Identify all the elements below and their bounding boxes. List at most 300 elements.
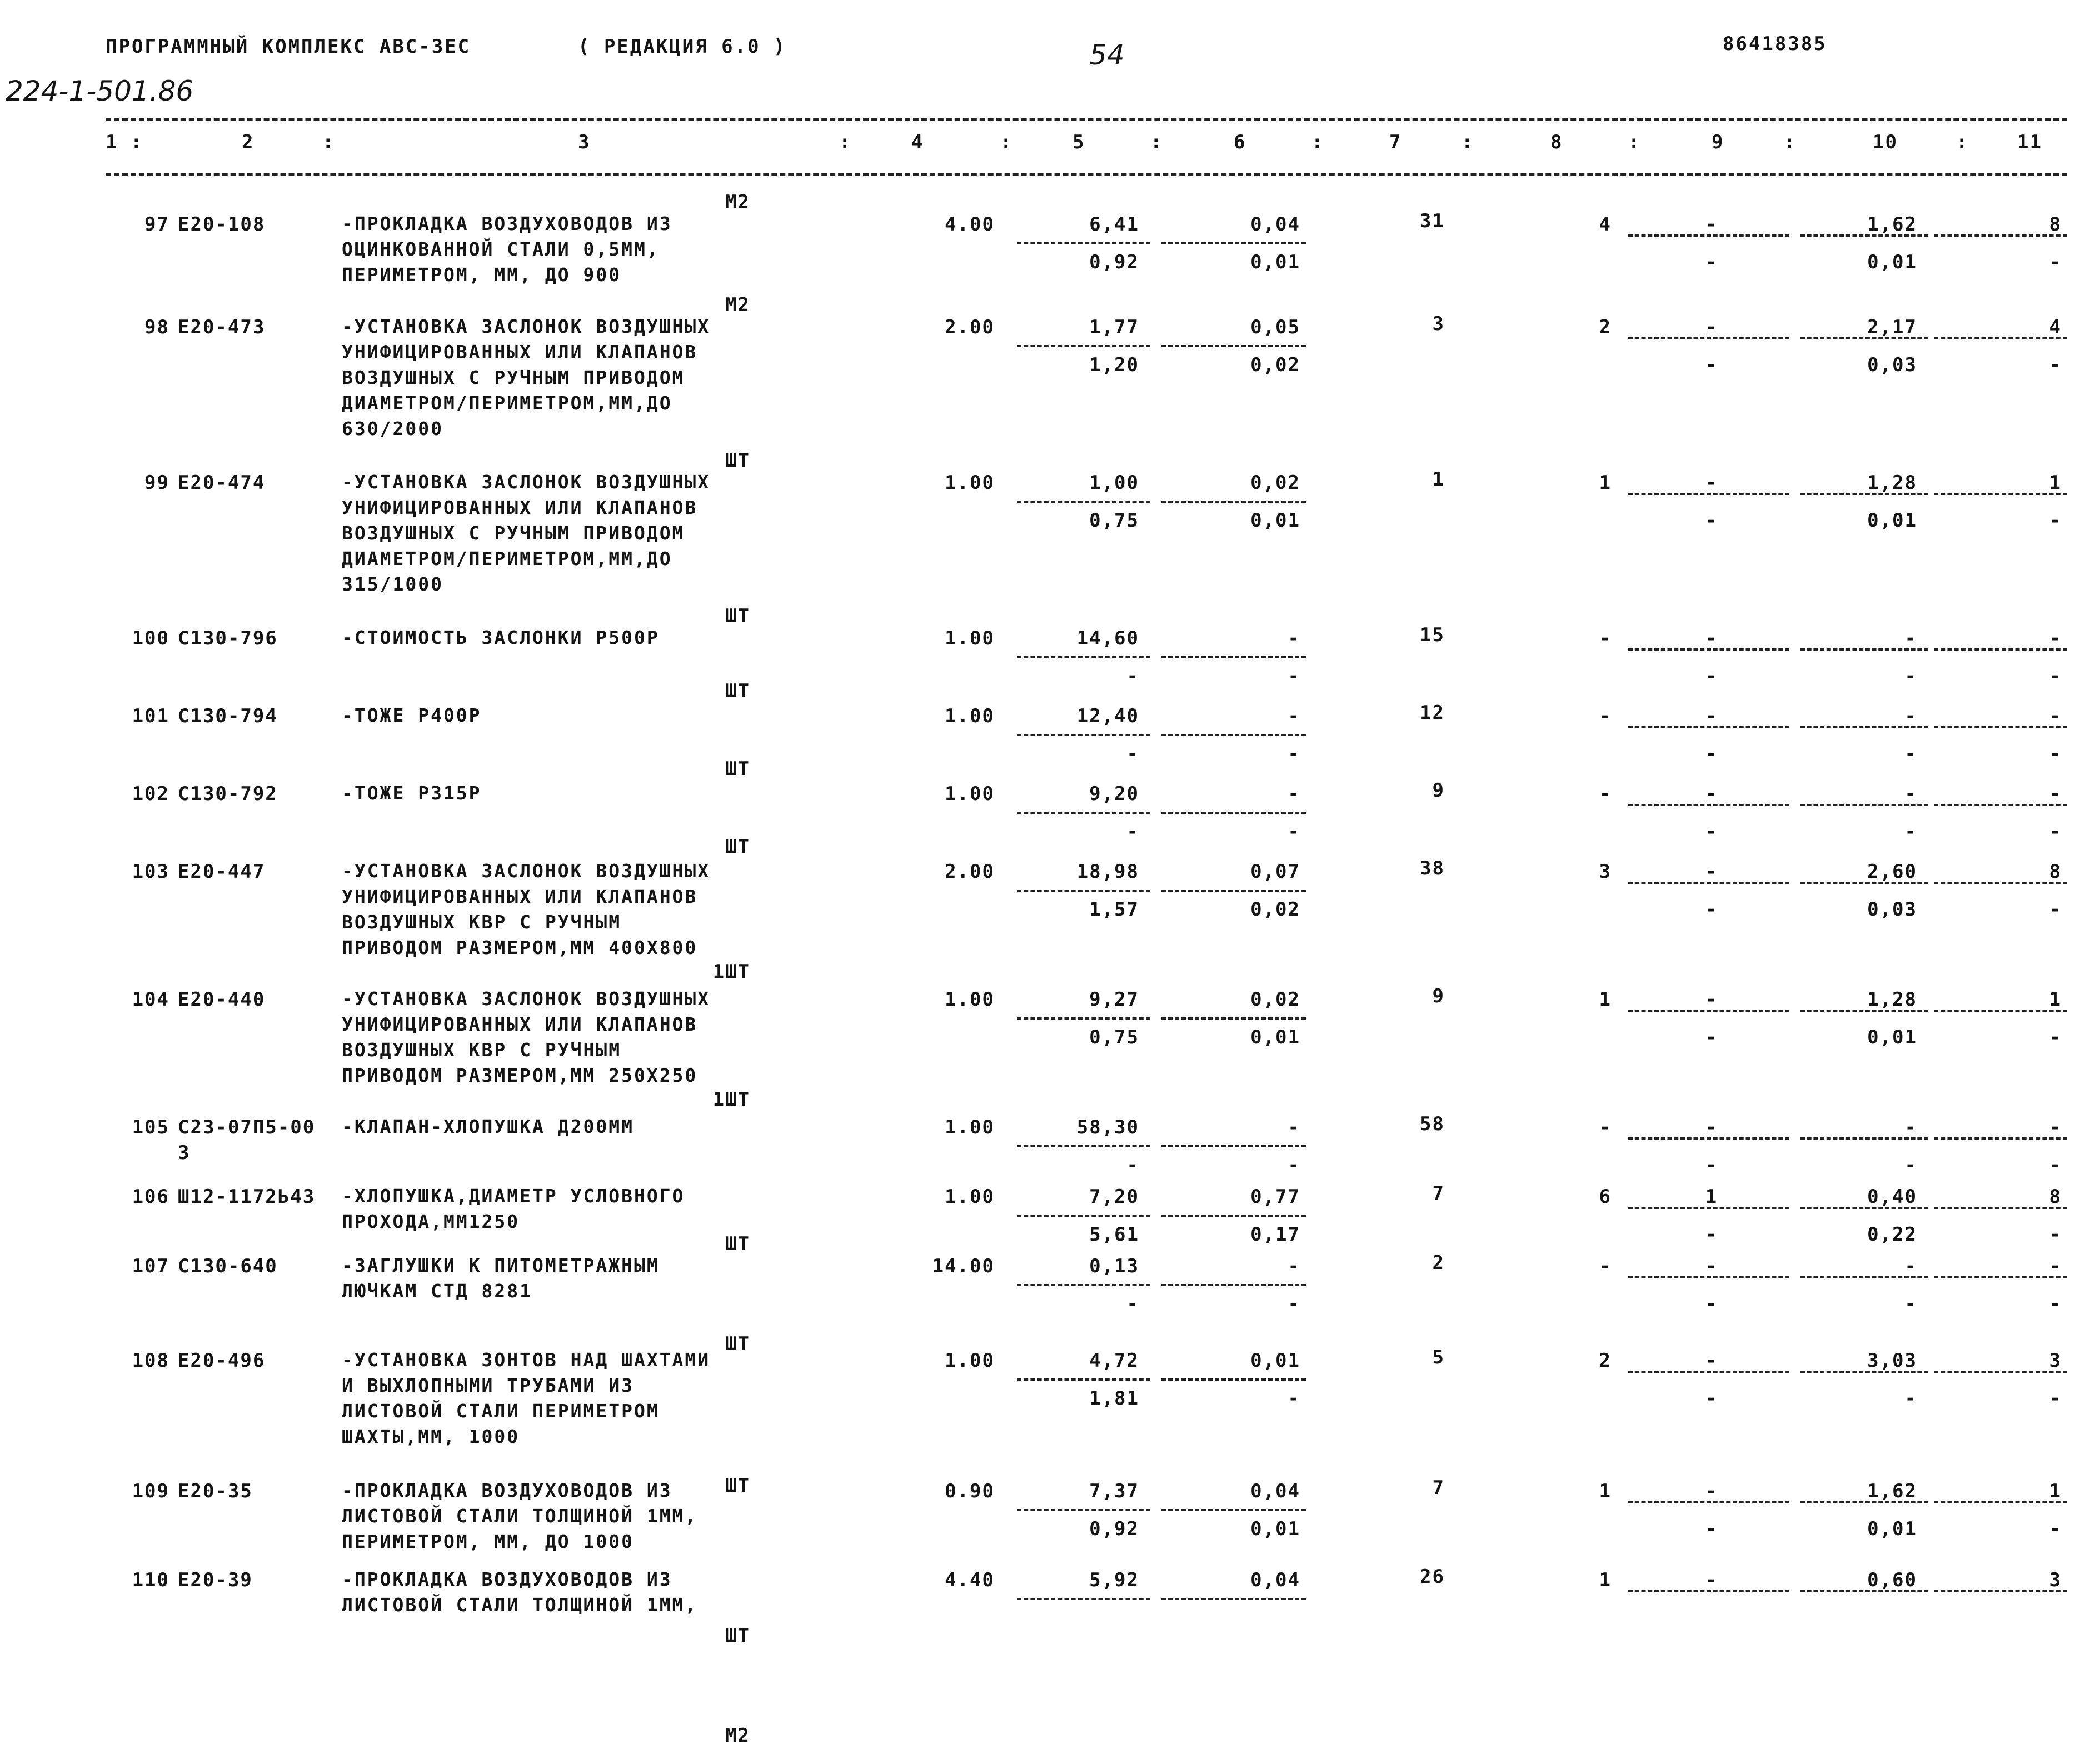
col10-lower-value: 0,01 — [1867, 1026, 1917, 1048]
work-description-line: ПРИВОДОМ РАЗМЕРОМ,ММ 250Х250 — [342, 1065, 698, 1086]
col9-upper-value: - — [1705, 1116, 1718, 1138]
col6-upper-value: - — [1288, 783, 1300, 805]
col8-value: - — [1599, 1116, 1612, 1138]
cost-split-dash — [1017, 1284, 1150, 1286]
quantity-value: 14.00 — [932, 1255, 995, 1277]
rate-code: Е20-39 — [178, 1569, 253, 1591]
col9-upper-value: - — [1705, 316, 1718, 338]
col5-lower-value: - — [1126, 1293, 1139, 1315]
column-separator: : — [1784, 131, 1797, 153]
col9-lower-value: - — [1705, 1518, 1718, 1540]
col6-upper-value: 0,01 — [1250, 1350, 1300, 1372]
column-header: 6 — [1234, 131, 1246, 153]
col6-lower-value: 0,01 — [1250, 251, 1300, 273]
cost-split-dash — [1017, 242, 1150, 244]
col6-lower-value: - — [1288, 665, 1300, 687]
col6-lower-value: 0,02 — [1250, 898, 1300, 921]
labor-split-dash — [1934, 1371, 2067, 1373]
labor-split-dash — [1628, 234, 1789, 237]
column-header: 5 — [1073, 131, 1085, 153]
col7-value: 2 — [1432, 1252, 1445, 1274]
cost-split-dash — [1161, 1017, 1306, 1020]
col9-upper-value: 1 — [1705, 1186, 1718, 1208]
col10-upper-value: 0,40 — [1867, 1186, 1917, 1208]
col11-upper-value: 8 — [2049, 861, 2062, 883]
column-separator: : — [1311, 131, 1324, 153]
col10-upper-value: 1,62 — [1867, 213, 1917, 236]
col6-upper-value: 0,04 — [1250, 213, 1300, 236]
col5-lower-value: - — [1126, 1154, 1139, 1176]
col9-lower-value: - — [1705, 665, 1718, 687]
col11-lower-value: - — [2049, 1518, 2062, 1540]
col8-value: 2 — [1599, 1350, 1612, 1372]
unit-label: ШТ — [725, 605, 750, 627]
col10-upper-value: 3,03 — [1867, 1350, 1917, 1372]
col9-upper-value: - — [1705, 1255, 1718, 1277]
col10-lower-value: 0,03 — [1867, 354, 1917, 376]
row-number: 104 — [132, 988, 169, 1011]
labor-split-dash — [1934, 493, 2067, 495]
quantity-value: 1.00 — [945, 1186, 995, 1208]
work-description-line: ПЕРИМЕТРОМ, ММ, ДО 1000 — [342, 1531, 634, 1552]
col6-upper-value: 0,05 — [1250, 316, 1300, 338]
col11-lower-value: - — [2049, 1026, 2062, 1048]
unit-label: ШТ — [725, 680, 750, 702]
col8-value: 1 — [1599, 988, 1612, 1011]
col11-upper-value: 3 — [2049, 1569, 2062, 1591]
col11-upper-value: 1 — [2049, 472, 2062, 494]
work-description-line: ЛИСТОВОЙ СТАЛИ ТОЛЩИНОЙ 1ММ, — [342, 1594, 698, 1616]
row-number: 106 — [132, 1186, 169, 1208]
labor-split-dash — [1628, 1010, 1789, 1012]
work-description-line: 315/1000 — [342, 573, 443, 595]
column-header: 10 — [1873, 131, 1898, 153]
row-number: 107 — [132, 1255, 169, 1277]
work-description-line: УНИФИЦИРОВАННЫХ ИЛИ КЛАПАНОВ — [342, 497, 698, 518]
program-title: ПРОГРАММНЫЙ КОМПЛЕКС АВС-ЗЕС — [106, 36, 471, 58]
col5-upper-value: 1,00 — [1089, 472, 1139, 494]
col7-value: 31 — [1420, 210, 1445, 232]
col6-lower-value: 0,01 — [1250, 1026, 1300, 1048]
col9-upper-value: - — [1705, 472, 1718, 494]
cost-split-dash — [1161, 890, 1306, 892]
labor-split-dash — [1934, 648, 2067, 651]
column-separator: : — [1150, 131, 1163, 153]
row-number: 109 — [132, 1480, 169, 1502]
work-description-line: ПРОХОДА,ММ1250 — [342, 1211, 520, 1232]
cost-split-dash — [1017, 501, 1150, 503]
col8-value: 4 — [1599, 213, 1612, 236]
col10-upper-value: - — [1904, 705, 1917, 727]
cost-split-dash — [1161, 345, 1306, 347]
col8-value: 6 — [1599, 1186, 1612, 1208]
labor-split-dash — [1800, 337, 1928, 339]
unit-label: ШТ — [725, 449, 750, 472]
quantity-value: 1.00 — [945, 472, 995, 494]
col11-lower-value: - — [2049, 1154, 2062, 1176]
col10-upper-value: 2,17 — [1867, 316, 1917, 338]
col9-upper-value: - — [1705, 861, 1718, 883]
work-description-line: -УСТАНОВКА ЗАСЛОНОК ВОЗДУШНЫХ — [342, 316, 711, 337]
labor-split-dash — [1628, 882, 1789, 884]
work-description-line: ВОЗДУШНЫХ КВР С РУЧНЫМ — [342, 1039, 622, 1061]
labor-split-dash — [1628, 804, 1789, 806]
col8-value: - — [1599, 705, 1612, 727]
col5-lower-value: - — [1126, 665, 1139, 687]
col11-upper-value: - — [2049, 783, 2062, 805]
row-number: 100 — [132, 627, 169, 649]
quantity-value: 2.00 — [945, 861, 995, 883]
col7-value: 9 — [1432, 985, 1445, 1007]
work-description-line: -СТОИМОСТЬ ЗАСЛОНКИ Р500Р — [342, 627, 660, 648]
work-description-line: -ТОЖЕ Р400Р — [342, 704, 482, 726]
rate-code: С130-794 — [178, 705, 278, 727]
cost-split-dash — [1017, 345, 1150, 347]
work-description-line: УНИФИЦИРОВАННЫХ ИЛИ КЛАПАНОВ — [342, 341, 698, 363]
rate-code: Е20-474 — [178, 472, 266, 494]
col5-lower-value: 0,75 — [1089, 509, 1139, 532]
col9-upper-value: - — [1705, 705, 1718, 727]
unit-label: ШТ — [725, 1475, 750, 1497]
col5-upper-value: 58,30 — [1076, 1116, 1139, 1138]
col9-upper-value: - — [1705, 627, 1718, 649]
col9-upper-value: - — [1705, 988, 1718, 1011]
work-description-line: ЛИСТОВОЙ СТАЛИ ТОЛЩИНОЙ 1ММ, — [342, 1505, 698, 1527]
col6-lower-value: 0,01 — [1250, 1518, 1300, 1540]
col6-upper-value: 0,04 — [1250, 1480, 1300, 1502]
col11-lower-value: - — [2049, 743, 2062, 765]
col5-upper-value: 9,27 — [1089, 988, 1139, 1011]
col6-upper-value: - — [1288, 1116, 1300, 1138]
rate-code: С130-792 — [178, 783, 278, 805]
col11-lower-value: - — [2049, 1223, 2062, 1246]
col5-lower-value: - — [1126, 743, 1139, 765]
col5-upper-value: 4,72 — [1089, 1350, 1139, 1372]
labor-split-dash — [1934, 1010, 2067, 1012]
col5-upper-value: 9,20 — [1089, 783, 1139, 805]
col6-upper-value: 0,02 — [1250, 988, 1300, 1011]
col11-upper-value: 3 — [2049, 1350, 2062, 1372]
edition-label: ( РЕДАКЦИЯ 6.0 ) — [578, 36, 787, 58]
work-description-line: ВОЗДУШНЫХ КВР С РУЧНЫМ — [342, 911, 622, 933]
labor-split-dash — [1800, 882, 1928, 884]
col6-lower-value: 0,01 — [1250, 509, 1300, 532]
quantity-value: 4.40 — [945, 1569, 995, 1591]
col9-lower-value: - — [1705, 898, 1718, 921]
col10-upper-value: - — [1904, 627, 1917, 649]
work-description-line: -ХЛОПУШКА,ДИАМЕТР УСЛОВНОГО — [342, 1185, 685, 1207]
col9-lower-value: - — [1705, 1223, 1718, 1246]
col11-lower-value: - — [2049, 1293, 2062, 1315]
col9-lower-value: - — [1705, 1026, 1718, 1048]
labor-split-dash — [1628, 726, 1789, 728]
labor-split-dash — [1628, 493, 1789, 495]
col5-upper-value: 12,40 — [1076, 705, 1139, 727]
col10-lower-value: 0,01 — [1867, 251, 1917, 273]
unit-label: М2 — [725, 294, 750, 316]
labor-split-dash — [1800, 1501, 1928, 1503]
col8-value: 1 — [1599, 1569, 1612, 1591]
col10-upper-value: 2,60 — [1867, 861, 1917, 883]
col8-value: 1 — [1599, 1480, 1612, 1502]
col6-upper-value: 0,04 — [1250, 1569, 1300, 1591]
col9-lower-value: - — [1705, 1387, 1718, 1410]
labor-split-dash — [1800, 493, 1928, 495]
col5-upper-value: 7,20 — [1089, 1186, 1139, 1208]
work-description-line: -ЗАГЛУШКИ К ПИТОМЕТРАЖНЫМ — [342, 1255, 660, 1276]
col8-value: 2 — [1599, 316, 1612, 338]
row-number: 102 — [132, 783, 169, 805]
work-description-line: И ВЫХЛОПНЫМИ ТРУБАМИ ИЗ — [342, 1375, 634, 1396]
col8-value: - — [1599, 1255, 1612, 1277]
unit-label: М2 — [725, 1725, 750, 1747]
col7-value: 9 — [1432, 779, 1445, 802]
col7-value: 12 — [1420, 702, 1445, 724]
col11-lower-value: - — [2049, 898, 2062, 921]
col5-lower-value: 1,81 — [1089, 1387, 1139, 1410]
col5-upper-value: 1,77 — [1089, 316, 1139, 338]
column-header: 7 — [1389, 131, 1402, 153]
labor-split-dash — [1800, 648, 1928, 651]
labor-split-dash — [1628, 1137, 1789, 1140]
work-description-line: -ПРОКЛАДКА ВОЗДУХОВОДОВ ИЗ — [342, 213, 672, 234]
col10-lower-value: - — [1904, 1293, 1917, 1315]
unit-label: ШТ — [725, 1625, 750, 1647]
col10-lower-value: - — [1904, 821, 1917, 843]
col9-upper-value: - — [1705, 1569, 1718, 1591]
col6-upper-value: - — [1288, 705, 1300, 727]
cost-split-dash — [1161, 812, 1306, 814]
col8-value: - — [1599, 783, 1612, 805]
work-description-line: -ТОЖЕ Р315Р — [342, 782, 482, 804]
col9-lower-value: - — [1705, 354, 1718, 376]
cost-split-dash — [1161, 1145, 1306, 1147]
row-number: 105 — [132, 1116, 169, 1138]
labor-split-dash — [1934, 804, 2067, 806]
col10-lower-value: - — [1904, 1154, 1917, 1176]
column-header: 4 — [911, 131, 924, 153]
labor-split-dash — [1628, 337, 1789, 339]
col6-upper-value: - — [1288, 627, 1300, 649]
col7-value: 5 — [1432, 1346, 1445, 1368]
rate-code: Е20-496 — [178, 1350, 266, 1372]
col6-lower-value: - — [1288, 743, 1300, 765]
labor-split-dash — [1800, 1590, 1928, 1592]
quantity-value: 1.00 — [945, 627, 995, 649]
col5-lower-value: 0,75 — [1089, 1026, 1139, 1048]
labor-split-dash — [1934, 337, 2067, 339]
col10-upper-value: - — [1904, 783, 1917, 805]
work-description-line: ВОЗДУШНЫХ С РУЧНЫМ ПРИВОДОМ — [342, 367, 685, 388]
work-description-line: -ПРОКЛАДКА ВОЗДУХОВОДОВ ИЗ — [342, 1568, 672, 1590]
column-separator: : — [322, 131, 335, 153]
col6-lower-value: - — [1288, 1293, 1300, 1315]
col6-lower-value: 0,17 — [1250, 1223, 1300, 1246]
col9-lower-value: - — [1705, 821, 1718, 843]
unit-label: 1ШТ — [712, 1088, 750, 1111]
quantity-value: 4.00 — [945, 213, 995, 236]
labor-split-dash — [1800, 1207, 1928, 1209]
col5-upper-value: 18,98 — [1076, 861, 1139, 883]
col10-lower-value: 0,03 — [1867, 898, 1917, 921]
quantity-value: 2.00 — [945, 316, 995, 338]
column-separator: : — [1628, 131, 1641, 153]
col10-upper-value: 1,62 — [1867, 1480, 1917, 1502]
labor-split-dash — [1628, 1590, 1789, 1592]
rate-code: Е20-108 — [178, 213, 266, 236]
labor-split-dash — [1934, 234, 2067, 237]
labor-split-dash — [1800, 1010, 1928, 1012]
work-description-line: ЛИСТОВОЙ СТАЛИ ПЕРИМЕТРОМ — [342, 1400, 660, 1422]
col9-lower-value: - — [1705, 509, 1718, 532]
cost-split-dash — [1161, 734, 1306, 736]
col9-upper-value: - — [1705, 783, 1718, 805]
col11-lower-value: - — [2049, 251, 2062, 273]
col7-value: 26 — [1420, 1566, 1445, 1588]
work-description-line: ДИАМЕТРОМ/ПЕРИМЕТРОМ,ММ,ДО — [342, 392, 672, 414]
work-description-line: -КЛАПАН-ХЛОПУШКА Д200ММ — [342, 1116, 634, 1137]
col11-lower-value: - — [2049, 665, 2062, 687]
col5-lower-value: 5,61 — [1089, 1223, 1139, 1246]
work-description-line: -УСТАНОВКА ЗОНТОВ НАД ШАХТАМИ — [342, 1349, 711, 1371]
work-description-line: -УСТАНОВКА ЗАСЛОНОК ВОЗДУШНЫХ — [342, 860, 711, 882]
col11-lower-value: - — [2049, 821, 2062, 843]
page-number: 54 — [1089, 39, 1125, 71]
col11-lower-value: - — [2049, 1387, 2062, 1410]
col10-lower-value: 0,01 — [1867, 1518, 1917, 1540]
col6-lower-value: - — [1288, 1154, 1300, 1176]
col9-upper-value: - — [1705, 1350, 1718, 1372]
column-header: 3 — [578, 131, 591, 153]
rate-code: Е20-35 — [178, 1480, 253, 1502]
work-description-line: ВОЗДУШНЫХ С РУЧНЫМ ПРИВОДОМ — [342, 522, 685, 544]
col10-lower-value: 0,22 — [1867, 1223, 1917, 1246]
col9-lower-value: - — [1705, 1154, 1718, 1176]
col9-lower-value: - — [1705, 251, 1718, 273]
col9-upper-value: - — [1705, 1480, 1718, 1502]
row-number: 110 — [132, 1569, 169, 1591]
col5-upper-value: 14,60 — [1076, 627, 1139, 649]
col7-value: 7 — [1432, 1477, 1445, 1499]
work-description-line: 630/2000 — [342, 418, 443, 439]
labor-split-dash — [1800, 234, 1928, 237]
labor-split-dash — [1800, 804, 1928, 806]
col7-value: 58 — [1420, 1113, 1445, 1135]
col7-value: 1 — [1432, 468, 1445, 491]
col7-value: 15 — [1420, 624, 1445, 646]
quantity-value: 1.00 — [945, 988, 995, 1011]
col6-lower-value: 0,02 — [1250, 354, 1300, 376]
rate-code: С23-07П5-00 — [178, 1116, 316, 1138]
work-description-line: -УСТАНОВКА ЗАСЛОНОК ВОЗДУШНЫХ — [342, 471, 711, 493]
project-code: 224-1-501.86 — [6, 75, 194, 107]
labor-split-dash — [1934, 882, 2067, 884]
column-header: 8 — [1550, 131, 1563, 153]
col6-upper-value: 0,07 — [1250, 861, 1300, 883]
column-separator: : — [839, 131, 852, 153]
unit-label: ШТ — [725, 836, 750, 858]
row-number: 99 — [144, 472, 169, 494]
labor-split-dash — [1628, 1501, 1789, 1503]
col10-upper-value: - — [1904, 1255, 1917, 1277]
col11-lower-value: - — [2049, 509, 2062, 532]
rate-code: Ш12-1172Ь43 — [178, 1186, 316, 1208]
col11-upper-value: - — [2049, 705, 2062, 727]
quantity-value: 0.90 — [945, 1480, 995, 1502]
cost-split-dash — [1161, 656, 1306, 658]
row-number: 101 — [132, 705, 169, 727]
col10-lower-value: - — [1904, 1387, 1917, 1410]
row-number: 97 — [144, 213, 169, 236]
labor-split-dash — [1628, 648, 1789, 651]
col11-upper-value: - — [2049, 1255, 2062, 1277]
col8-value: 3 — [1599, 861, 1612, 883]
col5-lower-value: - — [1126, 821, 1139, 843]
cost-split-dash — [1161, 1378, 1306, 1381]
column-separator: : — [1000, 131, 1013, 153]
cost-split-dash — [1017, 656, 1150, 658]
rate-code-continuation: 3 — [178, 1142, 191, 1164]
col10-upper-value: - — [1904, 1116, 1917, 1138]
col9-lower-value: - — [1705, 1293, 1718, 1315]
unit-label: ШТ — [725, 1333, 750, 1355]
cost-split-dash — [1017, 1598, 1150, 1600]
column-separator: : — [1956, 131, 1969, 153]
col10-lower-value: 0,01 — [1867, 509, 1917, 532]
unit-label: М2 — [725, 191, 750, 213]
labor-split-dash — [1934, 1590, 2067, 1592]
unit-label: ШТ — [725, 1233, 750, 1255]
col10-upper-value: 1,28 — [1867, 988, 1917, 1011]
work-description-line: -УСТАНОВКА ЗАСЛОНОК ВОЗДУШНЫХ — [342, 988, 711, 1010]
cost-split-dash — [1017, 890, 1150, 892]
rate-code: Е20-447 — [178, 861, 266, 883]
work-description-line: ПРИВОДОМ РАЗМЕРОМ,ММ 400Х800 — [342, 937, 698, 958]
labor-split-dash — [1800, 726, 1928, 728]
rate-code: Е20-473 — [178, 316, 266, 338]
col11-upper-value: 8 — [2049, 213, 2062, 236]
work-description-line: ШАХТЫ,ММ, 1000 — [342, 1426, 520, 1447]
quantity-value: 1.00 — [945, 783, 995, 805]
labor-split-dash — [1934, 1501, 2067, 1503]
labor-split-dash — [1628, 1371, 1789, 1373]
col5-lower-value: 1,20 — [1089, 354, 1139, 376]
work-description-line: -ПРОКЛАДКА ВОЗДУХОВОДОВ ИЗ — [342, 1480, 672, 1501]
col5-upper-value: 6,41 — [1089, 213, 1139, 236]
work-description-line: УНИФИЦИРОВАННЫХ ИЛИ КЛАПАНОВ — [342, 1013, 698, 1035]
col8-value: 1 — [1599, 472, 1612, 494]
column-separator: : — [1461, 131, 1474, 153]
document-code: 86418385 — [1723, 33, 1827, 55]
cost-split-dash — [1017, 812, 1150, 814]
col11-lower-value: - — [2049, 354, 2062, 376]
rate-code: С130-796 — [178, 627, 278, 649]
cost-split-dash — [1161, 1598, 1306, 1600]
row-number: 108 — [132, 1350, 169, 1372]
cost-split-dash — [1017, 1215, 1150, 1217]
col10-lower-value: - — [1904, 665, 1917, 687]
col5-upper-value: 5,92 — [1089, 1569, 1139, 1591]
col10-upper-value: 0,60 — [1867, 1569, 1917, 1591]
cost-split-dash — [1161, 1284, 1306, 1286]
work-description-line: ЛЮЧКАМ СТД 8281 — [342, 1280, 533, 1302]
labor-split-dash — [1628, 1276, 1789, 1278]
labor-split-dash — [1800, 1276, 1928, 1278]
col10-lower-value: - — [1904, 743, 1917, 765]
column-header: 9 — [1712, 131, 1724, 153]
labor-split-dash — [1934, 726, 2067, 728]
col11-upper-value: 4 — [2049, 316, 2062, 338]
